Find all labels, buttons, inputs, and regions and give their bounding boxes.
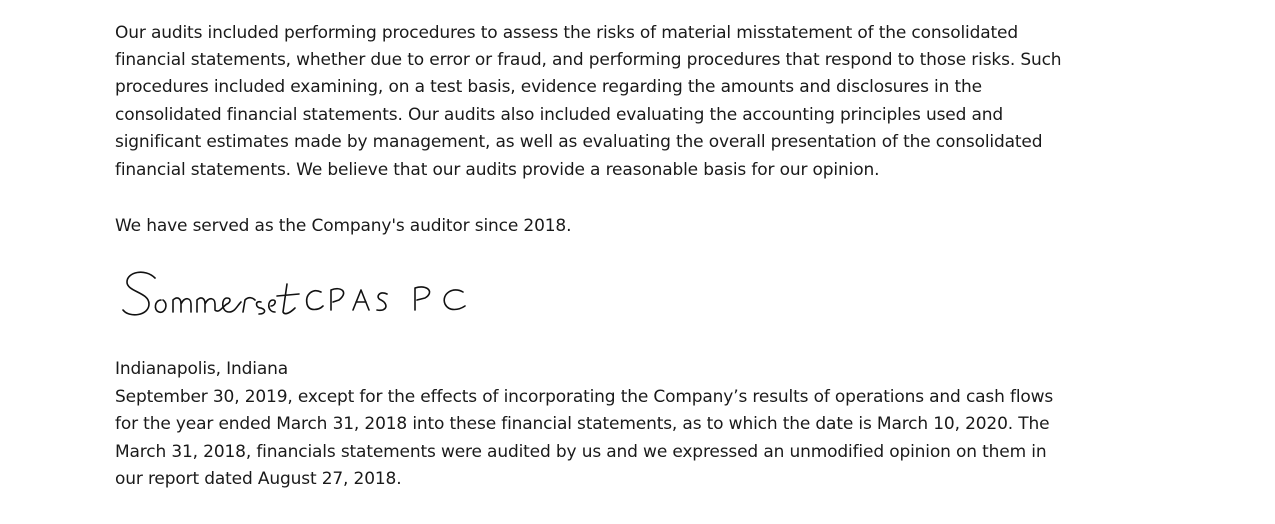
handwritten-signature [115,262,495,332]
paragraph-1-line-2: financial statements, whether due to error or fraud, and performing procedures that respond to those risks. Such [115,50,1062,70]
paragraph-1-line-6: financial statements. We believe that our audits provide a reasonable basis for our opinion. [115,160,880,180]
location: Indianapolis, Indiana [115,359,288,379]
auditor-tenure-statement: We have served as the Company's auditor since 2018. [115,216,572,236]
paragraph-1-line-5: significant estimates made by management, as well as evaluating the overall presentation of the consolidated [115,132,1043,152]
date-paragraph-line-2: for the year ended March 31, 2018 into these financial statements, as to which the date is March 10, 2020. The [115,414,1050,434]
paragraph-1-line-3: procedures included examining, on a test basis, evidence regarding the amounts and disclosures in the [115,77,982,97]
paragraph-1-line-1: Our audits included performing procedures to assess the risks of material misstatement of the consolidated [115,23,1018,43]
paragraph-1-line-4: consolidated financial statements. Our audits also included evaluating the accounting principles used and [115,105,1004,125]
date-paragraph-line-4: our report dated August 27, 2018. [115,469,402,489]
date-paragraph-line-3: March 31, 2018, financials statements were audited by us and we expressed an unmodified opinion on them in [115,442,1047,462]
date-paragraph-line-1: September 30, 2019, except for the effects of incorporating the Company’s results of operations and cash flows [115,387,1054,407]
